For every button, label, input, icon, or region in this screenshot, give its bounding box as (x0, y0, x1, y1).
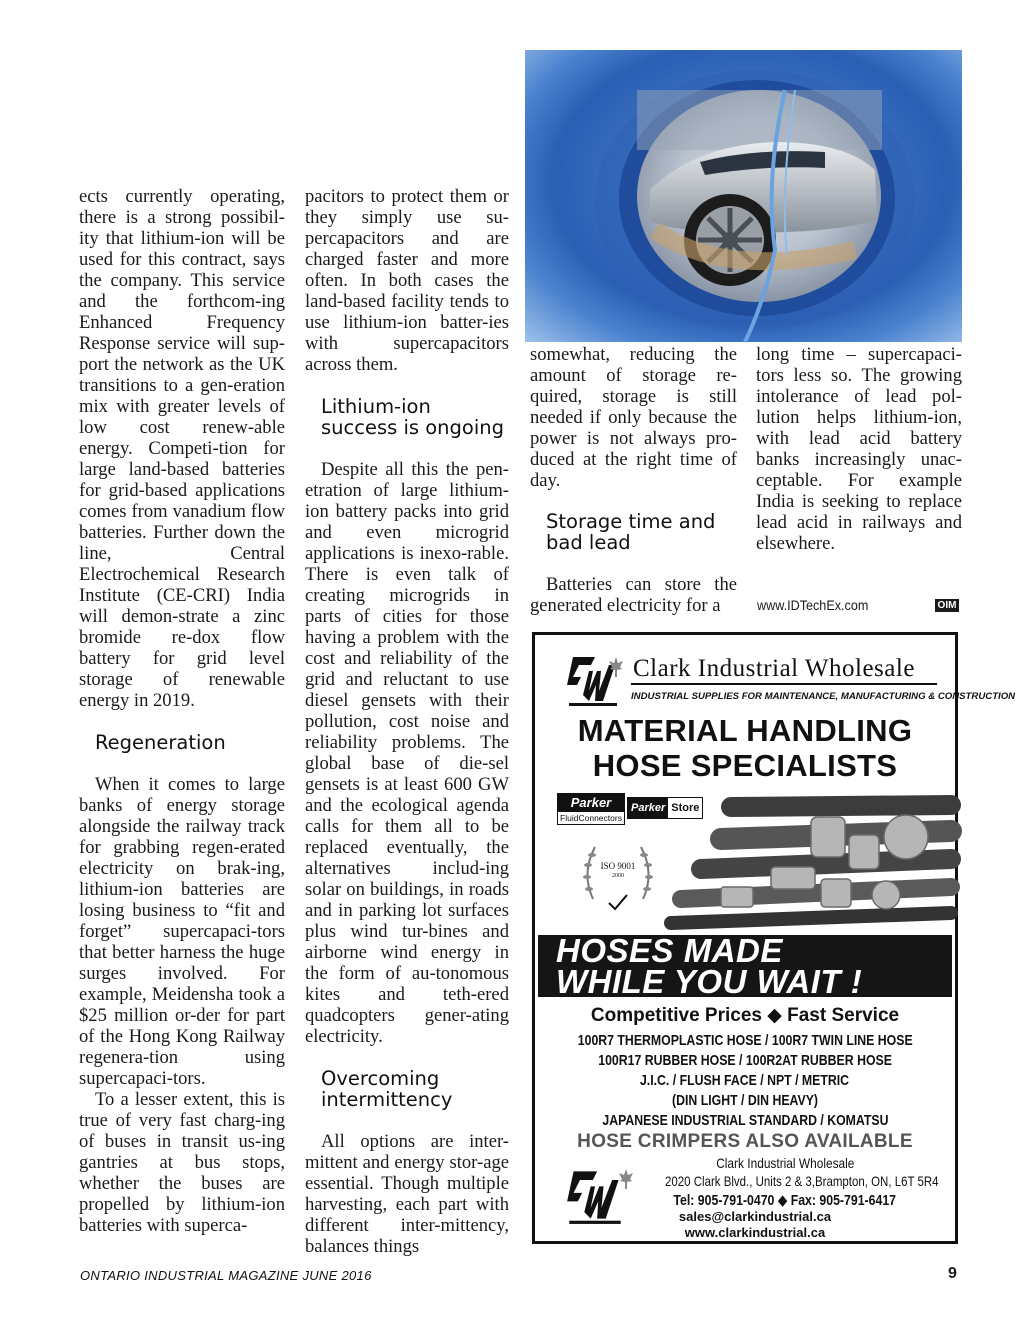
parker-store-text: Parker (628, 798, 668, 818)
subheading-lithium-ion: Lithium-ion success is ongoing (321, 395, 505, 439)
article-column-1 (79, 186, 285, 1236)
crimpers-line: HOSE CRIMPERS ALSO AVAILABLE (577, 1131, 913, 1152)
address-block (635, 1155, 939, 1209)
email-link[interactable]: sales@clarkindustrial.ca (678, 1209, 832, 1224)
banner-line-2: WHILE YOU WAIT ! (556, 963, 863, 1000)
subheading-regeneration: Regeneration (95, 731, 226, 754)
car-photo-illustration (525, 50, 962, 342)
paragraph: somewhat, reducing the amount of storage re-quired, storage is still needed if only because the power is not always pro-duced at the right time of day. (530, 344, 737, 491)
store-text: Store (671, 802, 700, 814)
company-tagline: INDUSTRIAL SUPPLIES FOR MAINTENANCE, MANUFACTURING & CONSTRUCTION (631, 691, 1016, 702)
page-number: 9 (948, 1265, 957, 1282)
maple-leaf-icon (609, 657, 623, 677)
iso-year: 2000 (612, 873, 624, 879)
maple-leaf-icon (619, 1169, 633, 1189)
phone-fax: Tel: 905-791-0470 ◆ Fax: 905-791-6417 (673, 1192, 897, 1209)
magazine-footer: ONTARIO INDUSTRIAL MAGAZINE JUNE 2016 (80, 1268, 372, 1283)
subheading-overcoming: Overcoming intermittency (321, 1067, 453, 1111)
product-line-5: JAPANESE INDUSTRIAL STANDARD / KOMATSU (601, 1112, 889, 1129)
article-column-2 (305, 186, 509, 1257)
product-line-3: J.I.C. / FLUSH FACE / NPT / METRIC (640, 1072, 850, 1089)
address-company: Clark Industrial Wholesale (715, 1155, 855, 1171)
product-line-list (535, 1031, 955, 1131)
article-column-3 (530, 344, 737, 616)
subheading-storage-time: Storage time and bad lead (546, 510, 716, 554)
headline-material-handling: MATERIAL HANDLING (577, 713, 913, 748)
hoses-fittings-image (661, 787, 951, 933)
parker-fluidconnectors-logo (557, 793, 625, 825)
hoses-banner (538, 932, 952, 1000)
headline-hose-specialists: HOSE SPECIALISTS (592, 748, 898, 783)
iso-label: ISO 9001 (600, 861, 636, 871)
paragraph: pacitors to protect them or they simply use su-percapacitors and are charged faster and more often. In both cases the land-based facility tends to use lithium-ion batter-ies with supercapacitors across them. (305, 186, 509, 375)
oim-badge: OIM (935, 599, 959, 612)
car-charging-photo (525, 50, 962, 342)
product-line-2: 100R17 RUBBER HOSE / 100R2AT RUBBER HOSE (598, 1052, 892, 1069)
source-credit: www.IDTechEx.com (757, 597, 869, 613)
paragraph: To a lesser extent, this is true of very fast charg-ing of buses in transit us-ing gantries at bus stops, whether the buses are propelled by lithium-ion batteries with superca- (79, 1089, 285, 1236)
company-name: Clark Industrial Wholesale (633, 655, 915, 682)
fluidconnectors-text: FluidConnectors (560, 813, 622, 823)
paragraph: ects currently operating, there is a strong possibil-ity that lithium-ion will be used for this contract, says the company. This service and the forthcom-ing Enhanced Frequency Response service will sup-port the network as the UK transitions to a gen-eration mix with greater levels of low cost renew-able energy. Competi-tion for large land-based batteries for grid-based applications comes from vanadium flow batteries. Further down the line, Central Electrochemical Research Institute (CE-CRI) India will demon-strate a zinc bromide re-dox flow battery for grid level storage of renewable energy in 2019. (79, 186, 285, 711)
address-street: 2020 Clark Blvd., Units 2 & 3,Brampton, ON, L6T 5R4 (665, 1173, 939, 1189)
contact-block (595, 1209, 915, 1241)
paragraph: When it comes to large banks of energy storage alongside the railway track for grabbing regen-erated electricity on brak-ing, lithium-ion batteries are losing business to “fit and forget” supercapaci-tors that better harness the huge surges involved. For example, Meidensha took a $25 million or-der for part of the Hong Kong Railway regenera-tion using supercapaci-tors. (79, 774, 285, 1089)
paragraph: Despite all this the pen-etration of large lithium-ion battery packs into grid and even microgrid applications is inexo-rable. There is even talk of creating microgrids in parts of cities for those having a problem with the cost and reliability of the grid and reluctant to use diesel gensets with their pollution, cost noise and reliability problems. The global base of die-sel gensets is at least 600 GW and the ecological agenda calls for them all to be replaced eventually, the alternatives includ-ing solar on buildings, in roads and in parking lot surfaces plus wind tur-bines and airborne wind energy in the form of au-tonomous kites and teth-ered quadcopters gener-ating electricity. (305, 459, 509, 1047)
clark-industrial-ad (532, 632, 1016, 1244)
website-link[interactable]: www.clarkindustrial.ca (684, 1225, 826, 1240)
divider (631, 683, 937, 685)
product-line-1: 100R7 THERMOPLASTIC HOSE / 100R7 TWIN LINE HOSE (577, 1032, 913, 1049)
paragraph: Batteries can store the generated electricity for a (530, 574, 737, 616)
paragraph: long time – supercapaci-tors less so. The growing intolerance of lead pol-lution helps lithium-ion, with lead acid battery banks increasingly unac-ceptable. For example India is seeking to replace lead acid in railways and elsewhere. (756, 344, 962, 554)
parker-logo-text: Parker (558, 794, 624, 812)
article-column-4 (756, 344, 962, 554)
paragraph: All options are inter-mittent and energy stor-age essential. Though multiple harvesting, each part with different inter-mittency, balances things (305, 1131, 509, 1257)
product-line-4: (DIN LIGHT / DIN HEAVY) (671, 1092, 819, 1109)
banner-line-1: HOSES MADE (556, 932, 783, 969)
prices-service-line: Competitive Prices ◆ Fast Service (590, 1005, 900, 1026)
